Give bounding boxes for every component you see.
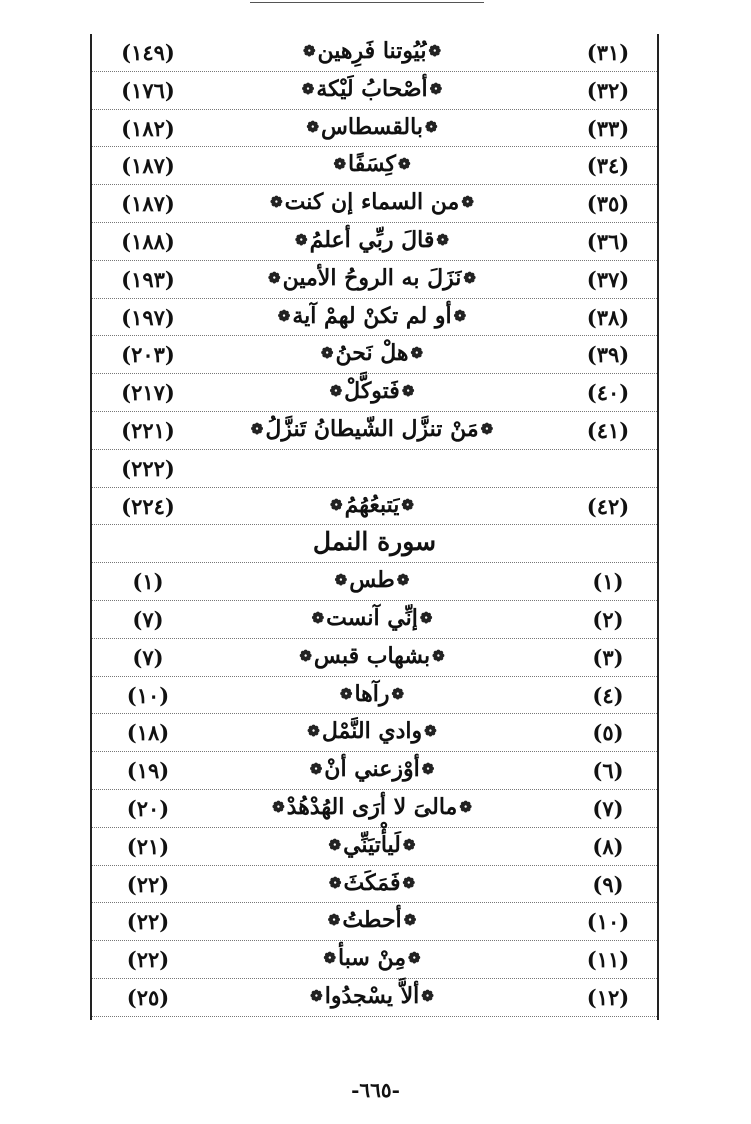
quran-word [222,303,522,329]
ornament-bracket-icon: ❁ [302,42,316,60]
quran-word-text: كِسَفًا [348,151,396,178]
index-rows [92,34,657,1017]
quran-word-text: فَتوكَّلْ [344,378,400,405]
quran-word-text: رآها [354,680,390,707]
verse-reference: (٧) [132,644,164,670]
quran-word-text: فَمَكَثَ [343,869,401,896]
quran-word [222,945,522,971]
quran-word [222,151,522,177]
index-row [92,223,657,261]
ornament-bracket-icon: ❁ [480,419,494,438]
verse-reference: (٢٥) [126,984,170,1010]
quran-word-text: إنِّي آنست [326,604,418,631]
quran-word-text: يَتبعُهُمُ [344,491,400,518]
quran-word [222,340,522,366]
ornament-bracket-icon: ❁ [397,155,411,174]
index-row [92,563,657,601]
ornament-bracket-icon: ❁ [421,986,434,1005]
quran-word-text: أحطتُ [342,907,402,934]
entry-number: (٤٠) [586,380,630,406]
entry-number: (٣٤) [586,153,630,179]
quran-word-text: أو لم تكنْ لهمْ آية [292,302,452,329]
quran-word [222,605,522,631]
verse-reference: (١٨٢) [121,115,175,141]
index-row [92,752,657,790]
verse-reference: (١٠) [126,682,170,708]
entry-number: (٣٥) [586,191,630,217]
verse-reference: (١٩٣) [121,266,175,292]
quran-word-text: قالَ ربِّي أعلمُ [309,226,435,253]
index-row [92,299,657,337]
ornament-bracket-icon: ❁ [403,911,417,930]
quran-word [222,265,522,291]
index-row [92,903,657,941]
surah-heading-row [92,525,657,563]
verse-reference: (١) [132,569,164,595]
ornament-bracket-icon: ❁ [306,117,320,136]
ornament-bracket-icon: ❁ [270,193,283,212]
index-row [92,374,657,412]
ornament-bracket-icon: ❁ [428,42,442,60]
entry-number: (٤١) [586,417,630,443]
entry-number: (٣) [592,644,624,670]
index-row [92,790,657,828]
quran-word [222,76,522,102]
entry-number: (١٠) [586,909,630,935]
ornament-bracket-icon: ❁ [268,268,281,287]
index-row [92,336,657,374]
index-row [92,979,657,1017]
ornament-bracket-icon: ❁ [250,419,264,438]
ornament-bracket-icon: ❁ [407,949,421,968]
ornament-bracket-icon: ❁ [429,79,443,98]
ornament-bracket-icon: ❁ [310,986,323,1005]
quran-word [222,567,522,593]
entry-number: (٥) [592,720,624,746]
ornament-bracket-icon: ❁ [339,684,353,703]
index-row [92,828,657,866]
entry-number: (١٢) [586,984,630,1010]
ornament-bracket-icon: ❁ [301,79,315,98]
index-row [92,601,657,639]
index-row [92,185,657,223]
entry-number: (٣٩) [586,342,630,368]
entry-number: (٤) [592,682,624,708]
index-row [92,34,657,72]
ornament-bracket-icon: ❁ [459,797,472,816]
index-row [92,147,657,185]
ornament-bracket-icon: ❁ [391,684,405,703]
quran-word [222,681,522,707]
verse-reference: (١٨) [126,720,170,746]
entry-number: (٦) [592,758,624,784]
quran-word-text: مِنْ سبأ [338,945,406,972]
entry-number: (٢) [592,606,624,632]
ornament-bracket-icon: ❁ [323,949,337,968]
entry-number: (٧) [592,795,624,821]
quran-word [222,983,522,1009]
ornament-bracket-icon: ❁ [424,722,437,741]
ornament-bracket-icon: ❁ [402,873,416,892]
ornament-bracket-icon: ❁ [299,646,312,665]
entry-number: (١) [592,569,624,595]
ornament-bracket-icon: ❁ [463,268,476,287]
index-table-frame [90,34,659,1020]
ornament-bracket-icon: ❁ [410,344,424,363]
ornament-bracket-icon: ❁ [396,571,410,590]
index-row [92,677,657,715]
quran-word-text: من السماء إن كنت [284,189,460,216]
ornament-bracket-icon: ❁ [307,722,320,741]
entry-number: (٣٨) [586,304,630,330]
verse-reference: (٢٠) [126,795,170,821]
quran-word [222,794,522,820]
verse-reference: (١٨٧) [121,191,175,217]
ornament-bracket-icon: ❁ [432,646,445,665]
ornament-bracket-icon: ❁ [333,155,347,174]
quran-word-text: بشهاب قبس [313,642,431,669]
ornament-bracket-icon: ❁ [295,230,308,249]
quran-word-text: هلْ نَحنُ [335,340,409,367]
ornament-bracket-icon: ❁ [272,797,285,816]
quran-word-text: أصْحابُ لَيْكة [316,75,428,102]
ornament-bracket-icon: ❁ [401,382,415,401]
index-row [92,941,657,979]
ornament-bracket-icon: ❁ [461,193,474,212]
ornament-bracket-icon: ❁ [436,230,449,249]
quran-word [222,227,522,253]
entry-number: (٨) [592,833,624,859]
ornament-bracket-icon: ❁ [327,911,341,930]
index-row [92,639,657,677]
index-row [92,72,657,110]
index-row [92,412,657,450]
ornament-bracket-icon: ❁ [329,382,343,401]
quran-word [222,38,522,64]
verse-reference: (١٨٧) [121,153,175,179]
quran-word-text: أوْزعني أنْ [324,756,420,783]
ornament-bracket-icon: ❁ [402,835,416,854]
surah-title: سورة النمل [312,527,437,557]
verse-reference: (٢٢١) [121,417,175,443]
quran-word-text: بُيُوتنا فَرِهين [317,38,427,64]
quran-word [222,756,522,782]
ornament-bracket-icon: ❁ [309,760,323,779]
index-row [92,261,657,299]
index-row [92,110,657,148]
quran-word-text: وادي النَّمْل [321,718,423,745]
entry-number: (٣٦) [586,228,630,254]
verse-reference: (٢٢٤) [121,493,175,519]
ornament-bracket-icon: ❁ [401,495,414,514]
ornament-bracket-icon: ❁ [419,608,433,627]
index-row [92,488,657,526]
entry-number: (٣١) [586,40,630,65]
quran-word-text: ألاَّ يسْجدُوا [324,982,420,1009]
quran-word-text: بالقسطاس [321,113,423,140]
verse-reference: (٢٢٢) [121,455,175,481]
quran-word [222,870,522,896]
verse-reference: (١٧٦) [121,77,175,103]
quran-word [222,189,522,215]
quran-word [222,643,522,669]
page-number: -٦٦٥- [351,1078,400,1102]
quran-word-text: طس [349,567,395,594]
ornament-bracket-icon: ❁ [334,571,348,590]
entry-number: (١١) [586,947,630,973]
index-row [92,866,657,904]
verse-reference: (١٩٧) [121,304,175,330]
ornament-bracket-icon: ❁ [330,495,343,514]
quran-word [222,832,522,858]
entry-number: (٩) [592,871,624,897]
verse-reference: (٢٢) [126,947,170,973]
ornament-bracket-icon: ❁ [453,306,467,325]
entry-number: (٤٢) [586,493,630,519]
ornament-bracket-icon: ❁ [328,873,342,892]
ornament-bracket-icon: ❁ [311,608,325,627]
verse-reference: (١٩) [126,758,170,784]
verse-reference: (٧) [132,606,164,632]
ornament-bracket-icon: ❁ [320,344,334,363]
ornament-bracket-icon: ❁ [421,760,435,779]
verse-reference: (٢١٧) [121,380,175,406]
verse-reference: (٢١) [126,833,170,859]
index-row [92,714,657,752]
verse-reference: (١٨٨) [121,228,175,254]
index-row [92,450,657,488]
entry-number: (٣٢) [586,77,630,103]
verse-reference: (٢٢) [126,909,170,935]
quran-word [222,114,522,140]
quran-word-text: مَنْ تنزَّل الشّيطانُ تَنزَّلُ [265,415,479,442]
quran-word [222,718,522,744]
entry-number: (٣٧) [586,266,630,292]
entry-number: (٣٣) [586,115,630,141]
quran-word [222,907,522,933]
verse-reference: (٢٠٣) [121,342,175,368]
quran-word [222,492,522,518]
quran-word-text: مالىَ لا أرَى الهُدْهُدْ [286,793,458,820]
quran-word-text: لَيأْتيَنِّي [343,831,401,858]
verse-reference: (١٤٩) [121,40,175,65]
ornament-bracket-icon: ❁ [277,306,291,325]
verse-reference: (٢٢) [126,871,170,897]
top-rule [250,2,484,3]
quran-word [222,378,522,404]
ornament-bracket-icon: ❁ [328,835,342,854]
ornament-bracket-icon: ❁ [424,117,438,136]
quran-word-text: نَزَلَ به الروحُ الأمين [282,264,462,291]
quran-word [222,416,522,442]
